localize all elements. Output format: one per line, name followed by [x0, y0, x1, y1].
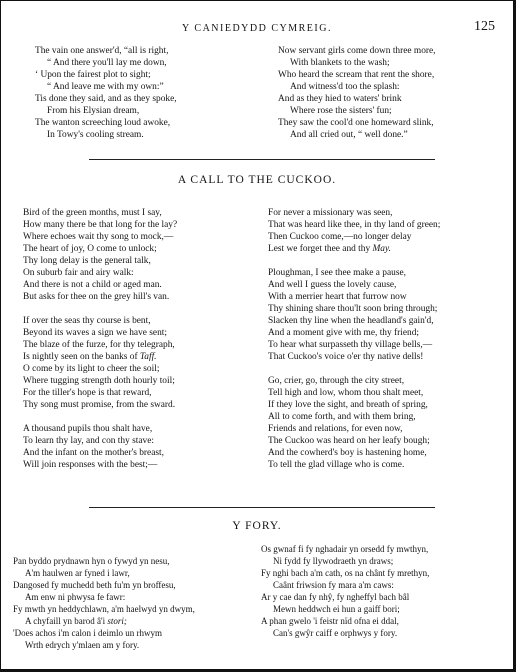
- verse-line: Where rose the sisters' fun;: [290, 106, 392, 116]
- running-head: Y CANIEDYDD CYMREIG.: [182, 23, 332, 34]
- verse-line: O come by its light to cheer the soil;: [23, 364, 160, 374]
- verse-line: Os gwnaf fi fy nghadair yn orsedd fy mwthyn,: [261, 544, 429, 554]
- verse-line: Dangosed fy muchedd beth fu'm yn broffesu,: [13, 580, 176, 590]
- verse-line: A'm haulwen ar fyned i lawr,: [25, 568, 130, 578]
- verse-line: The blaze of the furze, for thy telegraph,: [23, 340, 175, 350]
- top-left-stanza: [35, 45, 177, 141]
- verse-text: Is nightly seen on the banks of: [23, 352, 140, 362]
- verse-line: Caânt friwsion fy mara a'm caws:: [273, 580, 394, 590]
- verse-line: 'Does achos i'm calon i deimlo un rhwym: [13, 628, 162, 638]
- verse-line: And there is not a child or aged man.: [23, 280, 162, 290]
- fory-title: Y FORY.: [232, 520, 282, 532]
- verse-line: If they love the sight, and breath of spring,: [268, 400, 428, 410]
- verse-line: Can's gwŷr caiff e orphwys y fory.: [273, 628, 398, 638]
- italic-word: May.: [372, 244, 391, 254]
- verse-line: Tis done they said, and as they spoke,: [35, 94, 177, 104]
- verse-text: Lest we forget thee and thy: [268, 244, 373, 254]
- verse-line: [13, 615, 195, 627]
- verse-line: All to come forth, and with them bring,: [268, 412, 416, 422]
- verse-line: Fy mwth yn heddychlawn, a'm haelwyd yn dwym,: [13, 604, 195, 614]
- verse-line: From his Elysian dream,: [47, 106, 140, 116]
- fory-right-column: [261, 543, 429, 639]
- italic-word: Taff.: [139, 352, 157, 362]
- verse-line: With a merrier heart that furrow now: [268, 292, 407, 302]
- verse-line: And the cowherd's boy is hastening home,: [268, 448, 427, 458]
- fory-left-column: [13, 555, 195, 651]
- verse-line: Friends and relations, for even now,: [268, 424, 403, 434]
- section-divider: [89, 507, 435, 508]
- verse-line: For the tiller's hope is that reward,: [23, 388, 152, 398]
- verse-line: Bird of the green months, must I say,: [23, 208, 162, 218]
- verse-line: With blankets to the wash;: [290, 58, 390, 68]
- top-right-stanza: [278, 45, 436, 141]
- verse-line: Where echoes wait thy song to mock,—: [23, 232, 174, 242]
- verse-line: Thy shining share thou'lt soon bring through;: [268, 304, 438, 314]
- verse-line: And the infant on the mother's breast,: [23, 448, 164, 458]
- verse-line: Wrth edrych y'mlaen am y fory.: [25, 640, 140, 650]
- verse-line: The heart of joy, O come to unlock;: [23, 244, 157, 254]
- verse-text: A chyfaill yn barod â'i: [25, 616, 108, 626]
- verse-line: Thy song must promise, from the sward.: [23, 400, 176, 410]
- verse-line: Now servant girls come down three more,: [278, 46, 436, 56]
- verse-line: Beyond its waves a sign we have sent;: [23, 328, 167, 338]
- cuckoo-left-column: [23, 207, 177, 471]
- verse-line: Ploughman, I see thee make a pause,: [268, 268, 406, 278]
- verse-line: Fy nghi bach a'm cath, os na chânt fy mrethyn,: [261, 568, 430, 578]
- page-header: [1, 1, 513, 41]
- verse-line: If over the seas thy course is bent,: [23, 316, 151, 326]
- verse-line: To hear what surpasseth thy village bells,—: [268, 340, 433, 350]
- page-number: 125: [474, 19, 495, 34]
- verse-line: And a moment give with me, thy friend;: [268, 328, 420, 338]
- verse-line: The wanton screeching loud awoke,: [35, 118, 171, 128]
- verse-line: Am enw ni phwysa fe fawr:: [25, 592, 126, 602]
- verse-line: [23, 351, 177, 363]
- verse-line: They saw the cool'd one homeward slink,: [278, 118, 434, 128]
- verse-line: A thousand pupils thou shalt have,: [23, 424, 153, 434]
- verse-line: And as they hied to waters' brink: [278, 94, 402, 104]
- section-divider: [89, 159, 435, 160]
- verse-line: Ar y cae dan fy nhŷ, fy ngheffyl bach bâl: [261, 592, 410, 602]
- verse-line: In Towy's cooling stream.: [47, 130, 144, 140]
- verse-line: On suburb fair and airy walk:: [23, 268, 134, 278]
- verse-line: But asks for thee on the grey hill's van.: [23, 292, 170, 302]
- verse-line: The Cuckoo was heard on her leafy bough;: [268, 436, 430, 446]
- verse-line: To learn thy lay, and con thy stave:: [23, 436, 154, 446]
- verse-line: “ And there you'll lay me down,: [47, 58, 167, 68]
- verse-line: Go, crier, go, through the city street,: [268, 376, 405, 386]
- verse-line: ‘ Upon the fairest plot to sight;: [35, 70, 151, 80]
- verse-line: [268, 243, 440, 255]
- verse-line: Then Cuckoo come,—no longer delay: [268, 232, 412, 242]
- verse-line: “ And leave me with my own:”: [47, 82, 164, 92]
- cuckoo-title: A CALL TO THE CUCKOO.: [177, 174, 337, 186]
- verse-line: The vain one answer'd, “all is right,: [35, 46, 169, 56]
- verse-line: That was heard like thee, in thy land of green;: [268, 220, 441, 230]
- verse-line: And well I guess the lovely cause,: [268, 280, 397, 290]
- cuckoo-right-column: [268, 207, 440, 471]
- verse-line: How many there be that long for the lay?: [23, 220, 178, 230]
- italic-word: stori;: [107, 616, 127, 626]
- verse-line: Mewn heddwch ei hun a gaiff bori;: [273, 604, 400, 614]
- verse-line: To tell the glad village who is come.: [268, 460, 405, 470]
- verse-line: Slacken thy line when the headland's gain'd,: [268, 316, 434, 326]
- verse-line: Who heard the scream that rent the shore,: [278, 70, 435, 80]
- verse-line: For never a missionary was seen,: [268, 208, 393, 218]
- verse-line: Where tugging strength doth hourly toil;: [23, 376, 175, 386]
- verse-line: And witness'd too the splash:: [290, 82, 400, 92]
- verse-line: Ni fydd fy llywodraeth yn draws;: [273, 556, 394, 566]
- verse-line: And all cried out, “ well done.”: [290, 130, 408, 140]
- verse-line: A phan gwelo 'i feistr nïd ofna ei ddal,: [261, 616, 399, 626]
- verse-line: Thy long delay is the general talk,: [23, 256, 151, 266]
- verse-line: That Cuckoo's voice o'er thy native dells!: [268, 352, 424, 362]
- verse-line: Will join responses with the best;—: [23, 460, 158, 470]
- verse-line: Pan byddo prydnawn hyn o fywyd yn nesu,: [13, 556, 170, 566]
- verse-line: Tell high and low, whom thou shalt meet,: [268, 388, 424, 398]
